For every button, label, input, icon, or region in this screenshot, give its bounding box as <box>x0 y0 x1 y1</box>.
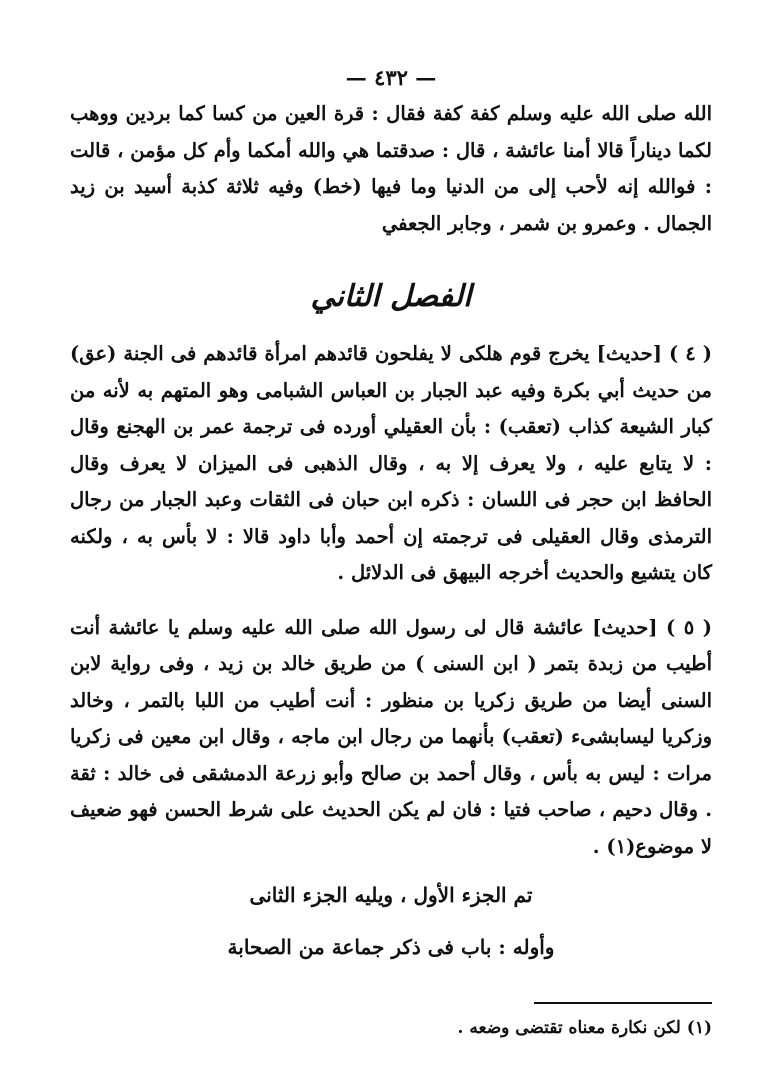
intro-paragraph: الله صلى الله عليه وسلم كفة كفة فقال : قرة العين من كسا كما بردين ووهب لكما ديناراً قالا أمنا عائشة ، قال : صدقتما هي والله أمكما وأم كل مؤمن ، قالت : فوالله إنه لأحب إلى من الدنيا وما فيها (خط) وفيه ثلاثة كذبة أسيد بن زيد الجمال . وعمرو بن شمر ، وجابر الجعفي <box>70 102 712 235</box>
section-title: الفصل الثاني <box>310 279 472 314</box>
hadith-4-paragraph: ( ٤ ) [حديث] يخرج قوم هلكى لا يفلحون قائدهم امرأة قائدهم فى الجنة (عق) من حديث أبي بكرة وفيه عبد الجبار بن العباس الشبامى وهو المتهم به لأنه من كبار الشيعة كذاب (تعقب) : بأن العقيلي أورده فى ترجمة عمر بن الهجنع وقال : لا يتابع عليه ، ولا يعرف إلا به ، وقال الذهبى فى الميزان لا يعرف وقال الحافظ ابن حجر فى اللسان : ذكره ابن حبان فى الثقات وعبد الجبار من رجال الترمذى وقال العقيلى فى ترجمته إن أحمد وأبا داود قالا : لا بأس به ، ولكنه كان يتشيع والحديث أخرجه البيهق فى الدلائل . <box>70 342 712 584</box>
book-page <box>70 62 712 1052</box>
next-volume-start-note: وأوله : باب فى ذكر جماعة من الصحابة <box>227 935 555 959</box>
footnote-divider <box>534 1002 712 1004</box>
hadith-5-paragraph: ( ٥ ) [حديث] عائشة قال لى رسول الله صلى الله عليه وسلم يا عائشة أنت أطيب من زبدة بتمر ( ابن السنى ) من طريق خالد بن زيد ، وفى رواية لابن السنى أيضا من طريق زكريا بن منظور : أنت أطيب من اللبا بالتمر ، وخالد وزكريا ليسابشىء (تعقب) بأنهما من رجال ابن ماجه ، وقال ابن معين فى زكريا مرات : ليس به بأس ، وقال أحمد بن صالح وأبو زرعة الدمشقى فى خالد : ثقة . وقال دحيم ، صاحب فتيا : فان لم يكن الحديث على شرط الحسن فهو ضعيف لا موضوع(١) . <box>70 615 712 858</box>
volume-end-note: تم الجزء الأول ، ويليه الجزء الثانى <box>249 883 533 907</box>
page-number: — ٤٣٢ — <box>345 65 437 90</box>
footnote: (١) لكن نكارة معناه تقتضى وضعه . <box>457 1018 712 1038</box>
